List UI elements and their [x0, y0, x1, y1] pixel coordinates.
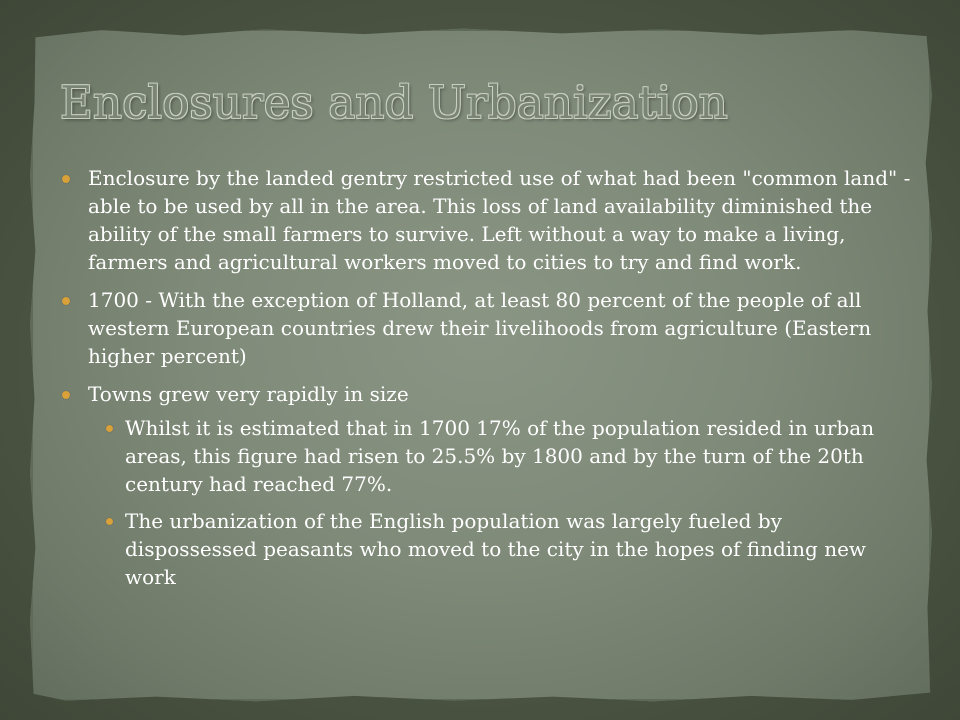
sub-bullet-icon	[106, 518, 113, 525]
bullet-icon	[62, 297, 70, 305]
bullet-icon	[62, 391, 70, 399]
sub-bullet-item-population	[125, 414, 912, 498]
bullet-icon	[62, 175, 70, 183]
bullet-text: 1700 - With the exception of Holland, at least 80 percent of the people of all western European countries drew their livelihoods from agriculture (Eastern higher percent)	[88, 288, 872, 368]
sub-bullet-text: The urbanization of the English population was largely fueled by dispossessed peasants who moved to the city in the hopes of finding new work	[125, 509, 867, 589]
sub-bullet-icon	[106, 425, 113, 432]
bullet-list	[62, 164, 912, 591]
sub-bullet-item-urbanization	[125, 507, 912, 591]
slide-title: Enclosures and Urbanization	[60, 76, 728, 129]
bullet-item-1700	[62, 286, 912, 370]
slide-content	[62, 164, 912, 601]
bullet-item-towns	[62, 380, 912, 591]
bullet-text: Enclosure by the landed gentry restricted use of what had been "common land" - able to be used by all in the area. This loss of land availability diminished the ability of the small farmers to survive. Left without a way to make a living, farmers and agricultural workers moved to cities to try and find work.	[88, 166, 911, 274]
bullet-text: Towns grew very rapidly in size	[88, 382, 409, 406]
sub-bullet-list	[88, 414, 912, 591]
sub-bullet-text: Whilst it is estimated that in 1700 17% of the population resided in urban areas, this figure had risen to 25.5% by 1800 and by the turn of the 20th century had reached 77%.	[125, 416, 875, 496]
bullet-item-enclosure	[62, 164, 912, 276]
